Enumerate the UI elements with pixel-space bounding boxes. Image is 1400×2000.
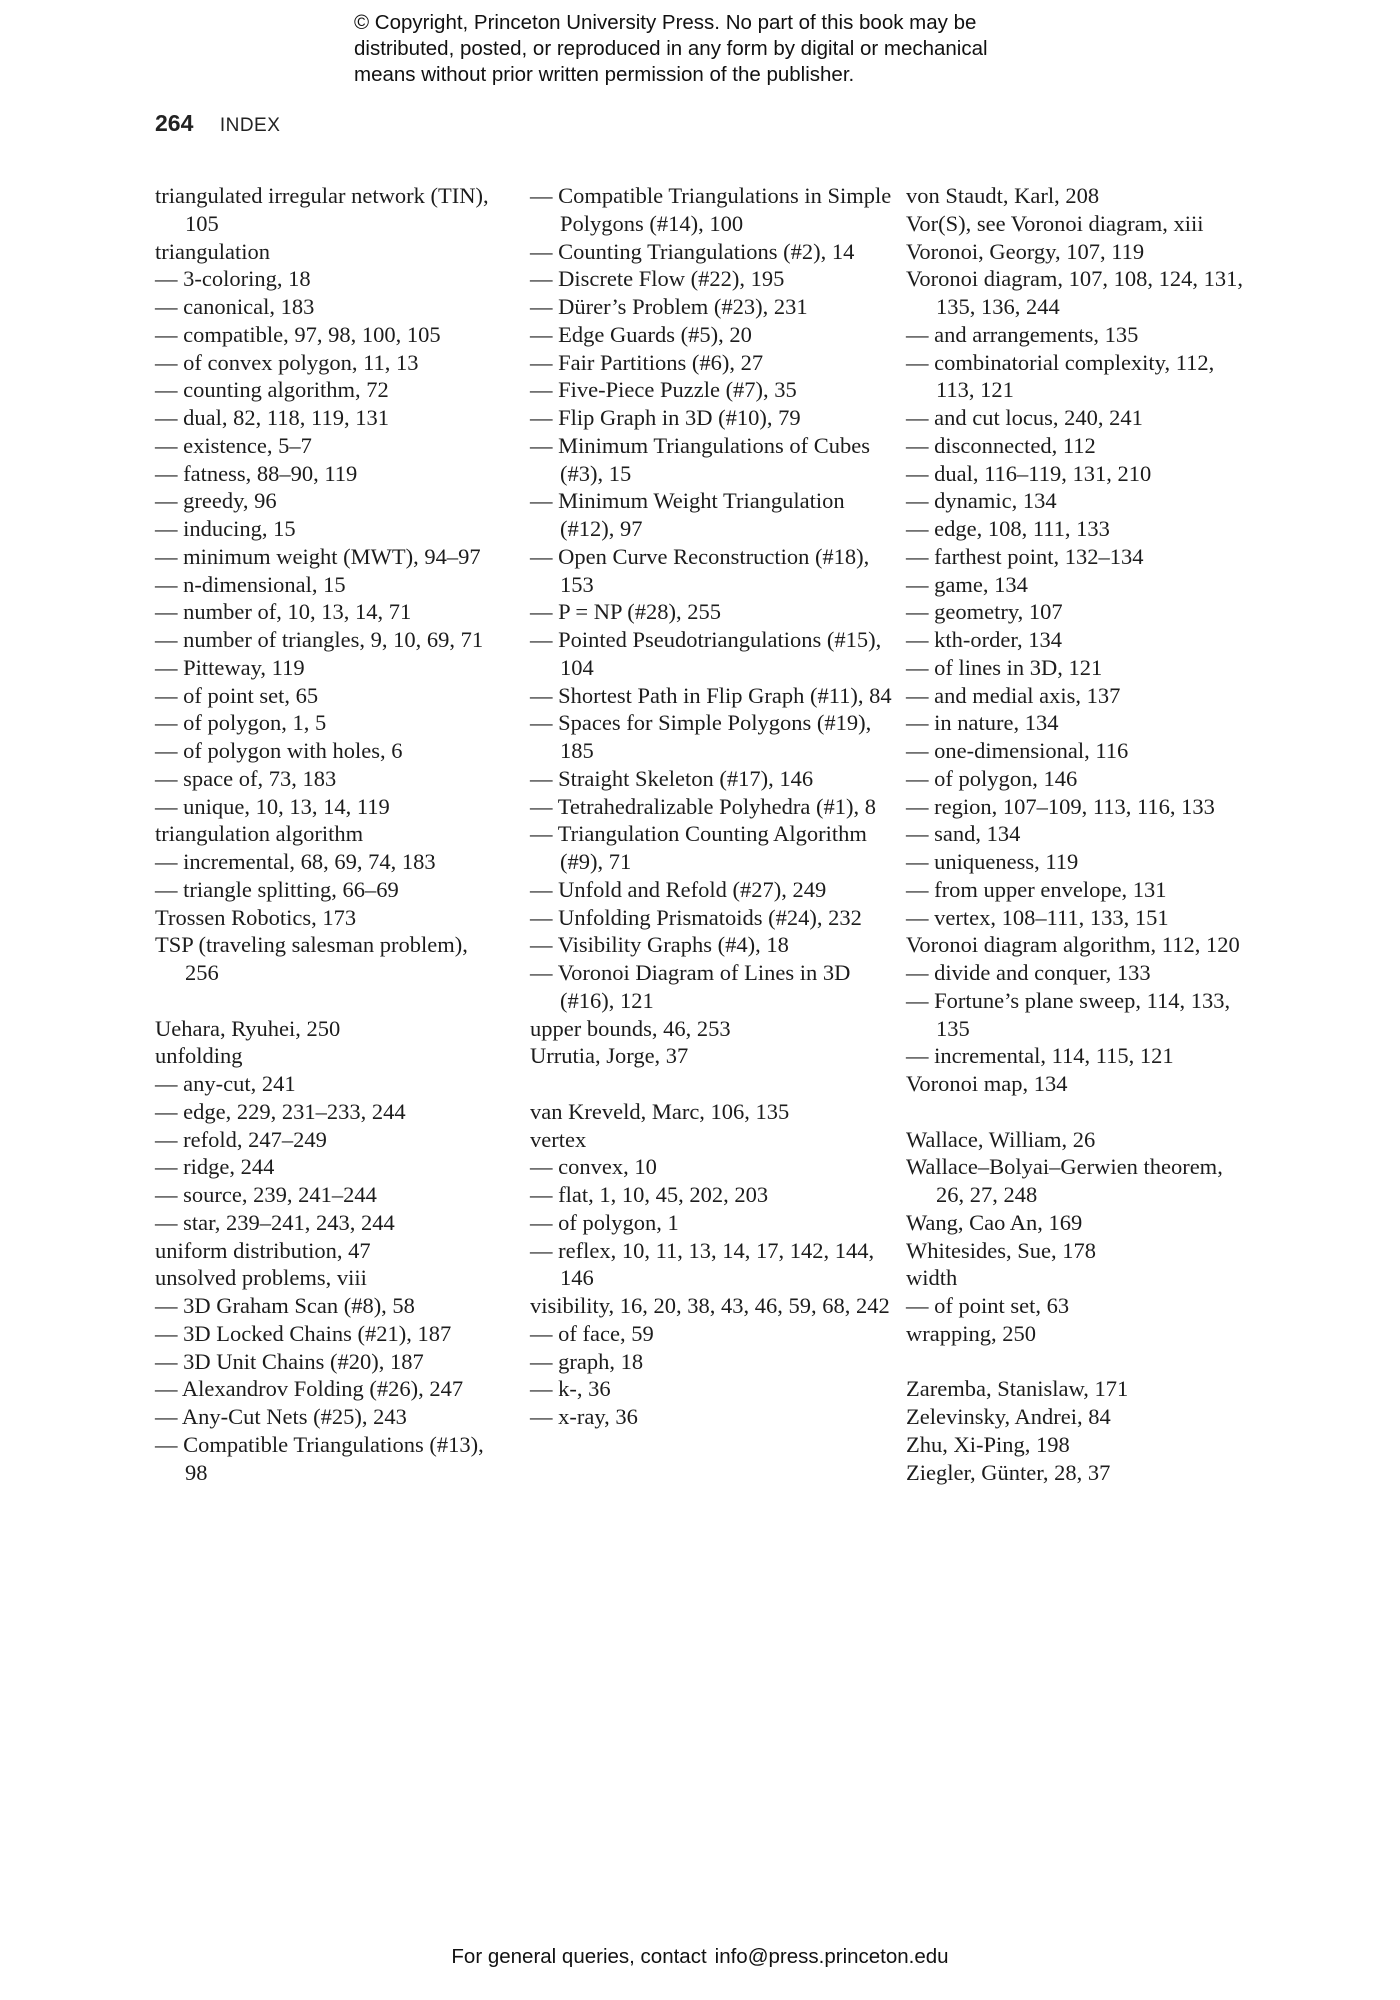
index-column-2 [530,182,892,1431]
index-entry: uniform distribution, 47 [155,1237,371,1263]
index-entry: triangulation [155,238,270,264]
index-entry: — Discrete Flow (#22), 195 [530,266,785,292]
index-entry: — Minimum Triangulations of Cubes (#3), 15 [530,432,871,486]
index-entry: — P = NP (#28), 255 [530,599,722,625]
index-entry: — vertex, 108–111, 133, 151 [906,904,1169,930]
footer [0,1945,1400,1969]
index-entry: — dynamic, 134 [906,488,1057,514]
index-entry: upper bounds, 46, 253 [530,1015,731,1041]
copyright-line: distributed, posted, or reproduced in any form by digital or mechanical [354,37,988,60]
index-entry: Wallace–Bolyai–Gerwien theorem, 26, 27, 248 [906,1154,1223,1207]
index-entry: — Alexandrov Folding (#26), 247 [155,1376,464,1402]
index-entry: — inducing, 15 [155,516,296,541]
index-entry: Urrutia, Jorge, 37 [530,1043,689,1069]
index-entry: triangulation algorithm [155,821,364,847]
index-entry: — Straight Skeleton (#17), 146 [530,765,814,791]
index-entry: — graph, 18 [530,1348,644,1374]
index-entry: — of polygon, 1 [530,1209,679,1235]
index-entry: — Any-Cut Nets (#25), 243 [155,1404,407,1429]
index-entry: visibility, 16, 20, 38, 43, 46, 59, 68, 242 [530,1293,890,1318]
index-entry: — incremental, 68, 69, 74, 183 [155,849,436,874]
index-entry: Wallace, William, 26 [906,1126,1096,1152]
index-gap [906,1098,1256,1126]
index-entry: Uehara, Ryuhei, 250 [155,1015,341,1041]
index-entry: — Dürer’s Problem (#23), 231 [530,294,808,319]
copyright-notice [354,10,1114,88]
page-header [155,110,280,137]
index-entry: — convex, 10 [530,1154,657,1180]
index-entry: — geometry, 107 [906,599,1063,625]
index-entry: — combinatorial complexity, 112, 113, 121 [906,349,1215,403]
page-number: 264 [155,110,194,136]
index-column-3 [906,182,1256,1486]
index-entry: — Open Curve Reconstruction (#18), 153 [530,543,870,597]
index-entry: — dual, 116–119, 131, 210 [906,460,1152,486]
index-entry: — uniqueness, 119 [906,849,1079,874]
index-entry: — of polygon with holes, 6 [155,738,403,763]
index-entry: — compatible, 97, 98, 100, 105 [155,321,441,347]
index-entry: — Flip Graph in 3D (#10), 79 [530,405,801,430]
index-entry: — Compatible Triangulations (#13), 98 [155,1431,484,1485]
index-entry: — dual, 82, 118, 119, 131 [155,405,389,430]
index-entry: — number of triangles, 9, 10, 69, 71 [155,627,484,652]
index-entry: — of polygon, 1, 5 [155,710,327,736]
index-entry: — reflex, 10, 11, 13, 14, 17, 142, 144, 146 [530,1237,875,1291]
index-entry: — edge, 229, 231–233, 244 [155,1098,406,1124]
index-entry: unsolved problems, viii [155,1265,367,1291]
index-entry: — divide and conquer, 133 [906,960,1151,985]
index-entry: — number of, 10, 13, 14, 71 [155,599,412,625]
index-entry: — from upper envelope, 131 [906,876,1167,902]
index-entry: — canonical, 183 [155,294,315,319]
index-entry: Wang, Cao An, 169 [906,1209,1083,1235]
index-entry: — Pitteway, 119 [155,654,305,680]
index-entry: — x-ray, 36 [530,1404,638,1429]
index-entry: Voronoi, Georgy, 107, 119 [906,238,1145,264]
index-entry: Zaremba, Stanislaw, 171 [906,1376,1129,1402]
index-entry: — Fair Partitions (#6), 27 [530,349,764,375]
index-entry: Ziegler, Günter, 28, 37 [906,1459,1111,1485]
index-entry: — of convex polygon, 11, 13 [155,349,419,375]
index-entry: — and arrangements, 135 [906,321,1139,347]
index-entry: — Spaces for Simple Polygons (#19), 185 [530,710,872,763]
copyright-line: © Copyright, Princeton University Press. No part of this book may be [354,11,977,34]
index-entry: — one-dimensional, 116 [906,738,1129,763]
index-entry: — of point set, 65 [155,682,319,708]
index-entry: — Triangulation Counting Algorithm (#9), 71 [530,821,867,874]
index-entry: — triangle splitting, 66–69 [155,876,399,902]
index-entry: — Unfolding Prismatoids (#24), 232 [530,904,862,930]
index-entry: Zelevinsky, Andrei, 84 [906,1404,1111,1429]
index-entry: Whitesides, Sue, 178 [906,1237,1096,1263]
index-entry: Zhu, Xi-Ping, 198 [906,1431,1070,1457]
index-entry: wrapping, 250 [906,1320,1036,1346]
index-entry: Voronoi map, 134 [906,1071,1068,1096]
index-entry: — Visibility Graphs (#4), 18 [530,932,789,958]
index-entry: unfolding [155,1043,243,1069]
index-entry: — source, 239, 241–244 [155,1182,377,1207]
index-entry: width [906,1265,958,1291]
index-entry: — and medial axis, 137 [906,682,1121,708]
index-entry: Voronoi diagram, 107, 108, 124, 131, 135, 136, 244 [906,266,1244,319]
footer-email[interactable]: info@press.princeton.edu [714,1945,949,1968]
running-head: INDEX [219,115,281,136]
index-entry: — Edge Guards (#5), 20 [530,321,752,347]
index-entry: — 3D Unit Chains (#20), 187 [155,1348,424,1374]
index-entry: — and cut locus, 240, 241 [906,405,1143,430]
index-entry: — greedy, 96 [155,488,277,514]
footer-label: For general queries, contact [451,1945,707,1968]
index-entry: — incremental, 114, 115, 121 [906,1043,1174,1069]
index-entry: von Staudt, Karl, 208 [906,183,1100,208]
index-entry: vertex [530,1126,587,1152]
index-entry: — Compatible Triangulations in Simple Polygons (#14), 100 [530,183,892,236]
index-entry: — Counting Triangulations (#2), 14 [530,238,855,264]
index-gap [155,987,505,1015]
index-entry: Vor(S), see Voronoi diagram, xiii [906,210,1204,236]
index-entry: — minimum weight (MWT), 94–97 [155,543,481,569]
index-entry: — refold, 247–249 [155,1126,327,1152]
index-entry: — Unfold and Refold (#27), 249 [530,876,827,902]
index-entry: — of point set, 63 [906,1293,1070,1318]
index-entry: — counting algorithm, 72 [155,377,389,403]
index-entry: — sand, 134 [906,821,1021,847]
index-entry: — edge, 108, 111, 133 [906,516,1110,541]
index-entry: — Tetrahedralizable Polyhedra (#1), 8 [530,793,877,819]
index-entry: — kth-order, 134 [906,627,1062,652]
index-entry: — of polygon, 146 [906,765,1078,791]
index-entry: TSP (traveling salesman problem), 256 [155,932,468,985]
index-gap [906,1348,1256,1376]
index-entry: — of lines in 3D, 121 [906,654,1103,680]
index-entry: — unique, 10, 13, 14, 119 [155,793,390,819]
index-entry: — Five-Piece Puzzle (#7), 35 [530,377,797,403]
index-entry: — ridge, 244 [155,1154,275,1180]
index-entry: — in nature, 134 [906,710,1059,736]
index-entry: — farthest point, 132–134 [906,543,1144,569]
index-entry: — any-cut, 241 [155,1071,296,1096]
index-entry: — 3D Graham Scan (#8), 58 [155,1293,415,1318]
index-entry: triangulated irregular network (TIN), 105 [155,183,489,236]
index-entry: Voronoi diagram algorithm, 112, 120 [906,932,1240,958]
index-entry: — star, 239–241, 243, 244 [155,1209,395,1235]
index-column-1 [155,182,505,1486]
index-entry: — region, 107–109, 113, 116, 133 [906,793,1215,819]
index-entry: van Kreveld, Marc, 106, 135 [530,1098,790,1124]
index-entry: Trossen Robotics, 173 [155,904,357,930]
index-entry: — Minimum Weight Triangulation (#12), 97 [530,488,845,541]
index-entry: — disconnected, 112 [906,432,1096,458]
index-entry: — game, 134 [906,571,1028,597]
index-entry: — existence, 5–7 [155,432,312,458]
index-gap [530,1070,892,1098]
index-entry: — Voronoi Diagram of Lines in 3D (#16), 121 [530,960,851,1013]
index-entry: — of face, 59 [530,1320,654,1346]
index-entry: — 3D Locked Chains (#21), 187 [155,1320,452,1346]
index-entry: — k-, 36 [530,1376,611,1402]
copyright-line: means without prior written permission of the publisher. [354,63,855,86]
index-entry: — Shortest Path in Flip Graph (#11), 84 [530,682,892,708]
index-entry: — Fortune’s plane sweep, 114, 133, 135 [906,987,1231,1041]
index-entry: — flat, 1, 10, 45, 202, 203 [530,1182,769,1207]
index-entry: — n-dimensional, 15 [155,571,346,597]
index-entry: — Pointed Pseudotriangulations (#15), 104 [530,627,882,680]
index-entry: — space of, 73, 183 [155,765,337,791]
index-entry: — 3-coloring, 18 [155,266,311,292]
index-entry: — fatness, 88–90, 119 [155,460,358,486]
